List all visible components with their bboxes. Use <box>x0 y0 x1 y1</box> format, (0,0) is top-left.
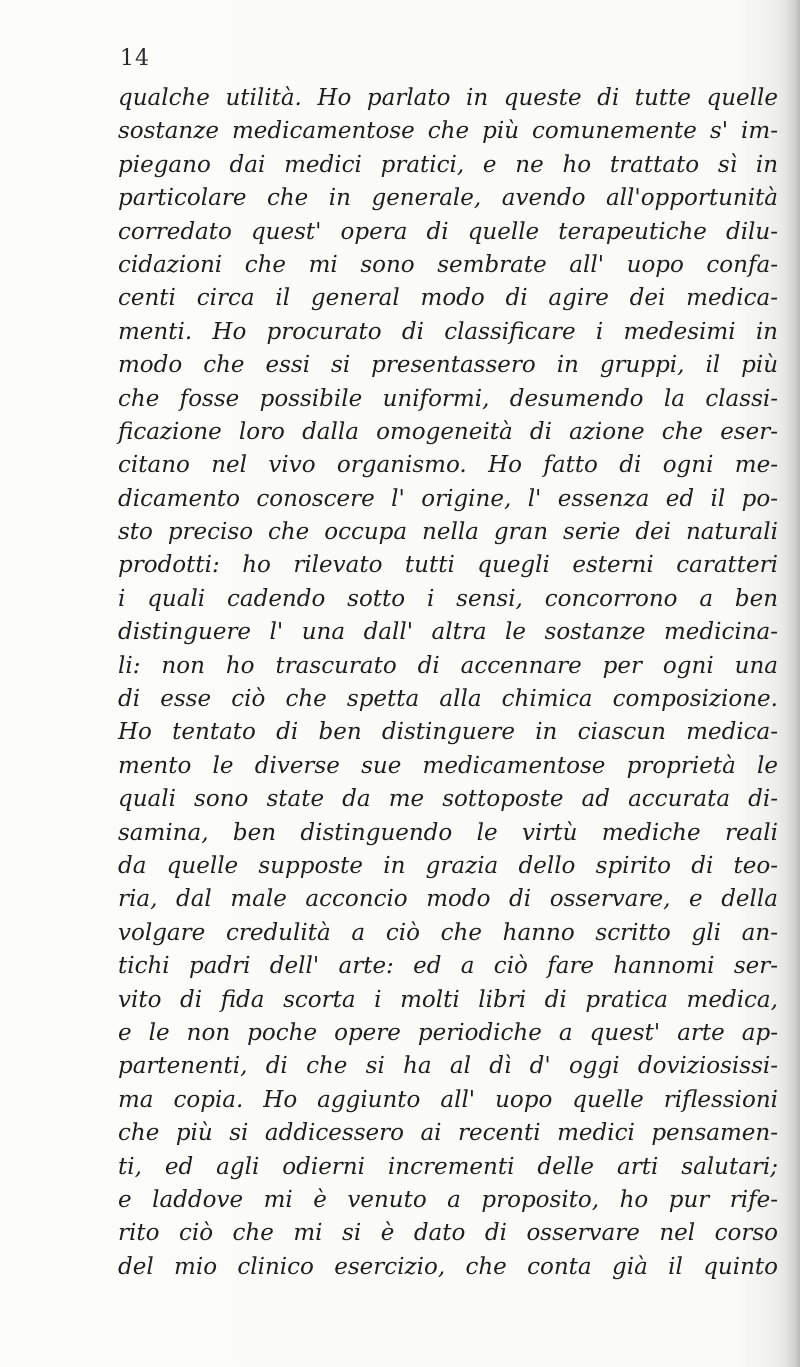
text-line: piegano dai medici pratici, e ne ho trattato sì in <box>118 151 779 178</box>
text-line: ti, ed agli odierni incrementi delle arti salutari; <box>118 1153 779 1180</box>
text-line: i quali cadendo sotto i sensi, concorrono a ben <box>118 585 779 612</box>
text-line: partenenti, di che si ha al dì d' oggi doviziosissi- <box>118 1053 779 1080</box>
text-line: Ho tentato di ben distinguere in ciascun medica- <box>118 719 779 746</box>
text-line: sostanze medicamentose che più comunemente s' im- <box>118 118 778 145</box>
text-line: che fosse possibile uniformi, desumendo la classi- <box>118 385 779 412</box>
text-line: li: non ho trascurato di accennare per ogni una <box>118 652 778 679</box>
body-text <box>118 82 790 1284</box>
text-line: cidazioni che mi sono sembrate all' uopo confa- <box>118 251 778 278</box>
text-line: tichi padri dell' arte: ed a ciò fare hannomi ser- <box>118 953 779 980</box>
text-line: che più si addicessero ai recenti medici pensamen- <box>118 1120 778 1147</box>
page-number: 14 <box>120 46 150 71</box>
text-line: mento le diverse sue medicamentose proprietà le <box>118 752 779 779</box>
text-line: ma copia. Ho aggiunto all' uopo quelle riflessioni <box>118 1086 779 1113</box>
text-line: qualche utilità. Ho parlato in queste di tutte quelle <box>118 85 778 111</box>
text-line: modo che essi si presentassero in gruppi, il più <box>118 352 779 379</box>
text-line: ria, dal male acconcio modo di osservare, e della <box>118 886 778 913</box>
page-edge-shadow <box>786 0 800 1367</box>
text-line: menti. Ho procurato di classificare i medesimi in <box>118 318 778 345</box>
text-line: dicamento conoscere l' origine, l' essenza ed il po- <box>118 485 778 512</box>
text-line: ficazione loro dalla omogeneità di azione che eser- <box>118 418 778 445</box>
text-line: del mio clinico esercizio, che conta già il quinto <box>118 1253 778 1280</box>
text-line: samina, ben distinguendo le virtù mediche reali <box>118 819 778 846</box>
text-line: da quelle supposte in grazia dello spirito di teo- <box>118 852 779 879</box>
text-line: di esse ciò che spetta alla chimica composizione. <box>118 686 778 713</box>
text-line: vito di fida scorta i molti libri di pratica medica, <box>118 986 778 1013</box>
text-line: sto preciso che occupa nella gran serie dei naturali <box>118 519 778 546</box>
text-line: citano nel vivo organismo. Ho fatto di ogni me- <box>118 452 778 479</box>
text-line: corredato quest' opera di quelle terapeutiche dilu- <box>118 218 778 245</box>
text-line: e laddove mi è venuto a proposito, ho pur rife- <box>118 1186 779 1213</box>
text-line: centi circa il general modo di agire dei medica- <box>118 285 779 312</box>
text-line: volgare credulità a ciò che hanno scritto gli an- <box>118 919 778 946</box>
text-line: e le non poche opere periodiche a quest' arte ap- <box>118 1019 778 1046</box>
text-line: prodotti: ho rilevato tutti quegli esterni caratteri <box>118 552 778 579</box>
text-line: distinguere l' una dall' altra le sostanze medicina- <box>118 619 779 646</box>
text-line: particolare che in generale, avendo all'opportunità <box>118 185 779 212</box>
text-line: rito ciò che mi si è dato di osservare nel corso <box>118 1220 779 1247</box>
text-line: quali sono state da me sottoposte ad accurata di- <box>118 786 778 813</box>
